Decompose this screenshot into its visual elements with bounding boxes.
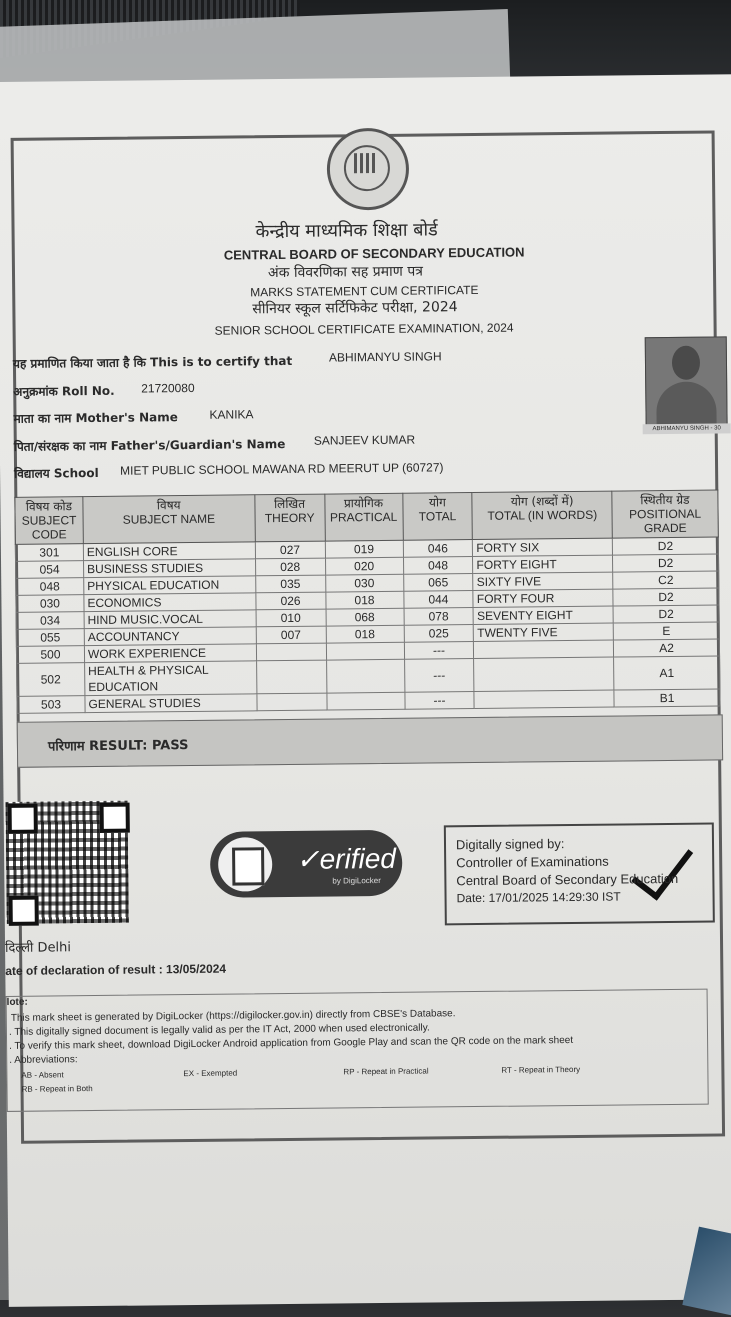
cell-theory: 010 [256,609,326,627]
cell-code: 503 [17,696,85,714]
document-icon [218,837,273,892]
note-item: This mark sheet is generated by DigiLocker (https://digilocker.gov.in) directly from CBSE's Database. [10,1008,456,1024]
verified-text: ✓erified [295,842,397,875]
board-name-hindi: केन्द्रीय माध्यमिक शिक्षा बोर्ड [255,219,438,243]
marksheet-paper [0,74,731,1307]
cell-words: SIXTY FIVE [473,572,613,590]
cell-subject: GENERAL STUDIES [85,694,257,713]
cell-total: --- [404,692,474,710]
cell-grade: A1 [614,656,720,690]
cell-code: 048 [16,578,84,596]
exam-title-hindi: सीनियर स्कूल सर्टिफिकेट परीक्षा, 2024 [252,299,458,318]
cell-practical: 030 [325,574,403,592]
note-item: . This digitally signed document is legally valid as per the IT Act, 2000 when used electronically. [8,1022,430,1038]
cell-subject: BUSINESS STUDIES [83,559,255,578]
note-item: . Abbreviations: [9,1054,78,1066]
cell-total: --- [404,659,474,693]
cell-subject: ENGLISH CORE [83,542,255,561]
cell-grade: B1 [614,689,720,707]
father-label: पिता/संरक्षक का नाम Father's/Guardian's Name [13,436,286,454]
signed-by-label: Digitally signed by: [455,836,565,853]
header-grade: स्थितीय ग्रेड POSITIONAL GRADE [612,490,718,538]
student-name: ABHIMANYU SINGH [328,349,442,365]
cell-theory: 027 [255,541,325,559]
cell-practical: 018 [325,591,403,609]
cell-practical: 068 [326,608,404,626]
declaration-date: ate of declaration of result : 13/05/2024 [5,961,227,978]
school-label: विद्यालय School [14,465,99,481]
mother-label: माता का नाम Mother's Name [13,410,178,426]
school-name: MIET PUBLIC SCHOOL MAWANA RD MEERUT UP (60727) [120,460,444,478]
cell-subject: HEALTH & PHYSICAL EDUCATION [85,661,257,696]
cell-words: SEVENTY EIGHT [473,606,613,624]
header-subject: विषय SUBJECT NAME [83,495,255,544]
marks-table [14,489,720,713]
cell-grade: D2 [613,605,719,623]
cell-practical: 018 [326,625,404,643]
cell-grade: E [613,622,719,640]
cell-code: 055 [16,629,84,647]
cell-subject: PHYSICAL EDUCATION [84,576,256,595]
notes-title: lote: [6,996,28,1008]
board-name-english: CENTRAL BOARD OF SECONDARY EDUCATION [223,244,525,263]
certify-label: यह प्रमाणित किया जाता है कि This is to certify that [12,353,293,371]
cell-subject: ECONOMICS [84,593,256,612]
cell-total: 046 [403,540,473,558]
cell-total: 048 [403,557,473,575]
cell-code: 030 [16,595,84,613]
check-icon: ✓ [295,843,320,875]
verified-subtitle: by DigiLocker [332,876,381,886]
roll-number: 21720080 [141,380,195,396]
cell-theory: 026 [256,592,326,610]
result-status: परिणाम RESULT: PASS [47,738,189,755]
cell-code: 054 [16,561,84,579]
cell-words [474,690,614,708]
header-practical: प्रायोगिक PRACTICAL [324,493,402,541]
abbreviation: EX - Exempted [183,1068,238,1079]
photo-caption: ABHIMANYU SINGH - 30 [643,423,731,434]
cell-words [474,657,614,691]
cell-words: FORTY EIGHT [473,555,613,573]
cell-grade: C2 [613,571,719,589]
cell-theory [256,660,326,694]
cell-total: --- [404,642,474,660]
cell-total: 025 [404,625,474,643]
roll-label: अनुक्रमांक Roll No. [13,383,115,399]
signature-check-icon [631,834,693,901]
note-item: . To verify this mark sheet, download DigiLocker Android application from Google Play and scan the QR code on the mark sheet [9,1035,574,1052]
cell-theory [256,643,326,661]
cell-subject: HIND MUSIC.VOCAL [84,610,256,629]
cell-practical [326,659,404,693]
digilocker-verified-badge [210,830,403,898]
header-code: विषय कोड SUBJECT CODE [15,497,83,545]
digital-signature-box [444,823,715,926]
cell-words [474,640,614,658]
cell-theory: 007 [256,626,326,644]
signer-title: Controller of Examinations [456,853,609,871]
signature-date: Date: 17/01/2025 14:29:30 IST [456,889,621,906]
cell-theory: 035 [255,575,325,593]
cell-code: 034 [16,612,84,630]
cell-theory [257,693,327,711]
certificate-title-english: MARKS STATEMENT CUM CERTIFICATE [250,282,479,300]
cell-grade: A2 [613,639,719,657]
abbreviation: RP - Repeat in Practical [343,1066,429,1077]
cell-practical: 019 [325,540,403,558]
table-header-row [15,490,718,544]
cell-total: 065 [403,574,473,592]
cell-code: 500 [16,646,84,664]
student-photo [645,336,728,433]
cell-grade: D2 [612,537,718,555]
result-bar [17,714,723,767]
cell-total: 078 [404,608,474,626]
cell-code: 301 [15,544,83,562]
abbreviation: RT - Repeat in Theory [501,1064,581,1075]
header-theory: लिखित THEORY [254,494,324,542]
abbreviation: AB - Absent [21,1070,64,1080]
cell-practical [326,692,404,710]
cell-words: FORTY FOUR [473,589,613,607]
certificate-title-hindi: अंक विवरणिका सह प्रमाण पत्र [267,263,424,282]
cell-practical: 020 [325,557,403,575]
cell-theory: 028 [255,558,325,576]
father-name: SANJEEV KUMAR [313,432,416,448]
cell-subject: ACCOUNTANCY [84,627,256,646]
cell-words: TWENTY FIVE [474,623,614,641]
exam-title-english: SENIOR SCHOOL CERTIFICATE EXAMINATION, 2024 [214,320,514,338]
cell-words: FORTY SIX [473,538,613,556]
mother-name: KANIKA [209,407,254,422]
abbreviation: RB - Repeat in Both [21,1084,93,1094]
header-total-words: योग (शब्दों में) TOTAL (IN WORDS) [472,491,612,539]
cell-total: 044 [403,591,473,609]
place: दिल्ली Delhi [4,940,72,956]
header-total: योग TOTAL [402,493,472,541]
cell-practical [326,642,404,660]
cbse-emblem-icon [327,128,410,211]
cell-subject: WORK EXPERIENCE [84,644,256,663]
signer-org: Central Board of Secondary Education [456,870,679,889]
cell-code: 502 [17,663,85,697]
notes-box [6,989,709,1112]
cell-grade: D2 [613,554,719,572]
qr-code [6,801,129,924]
cell-grade: D2 [613,588,719,606]
